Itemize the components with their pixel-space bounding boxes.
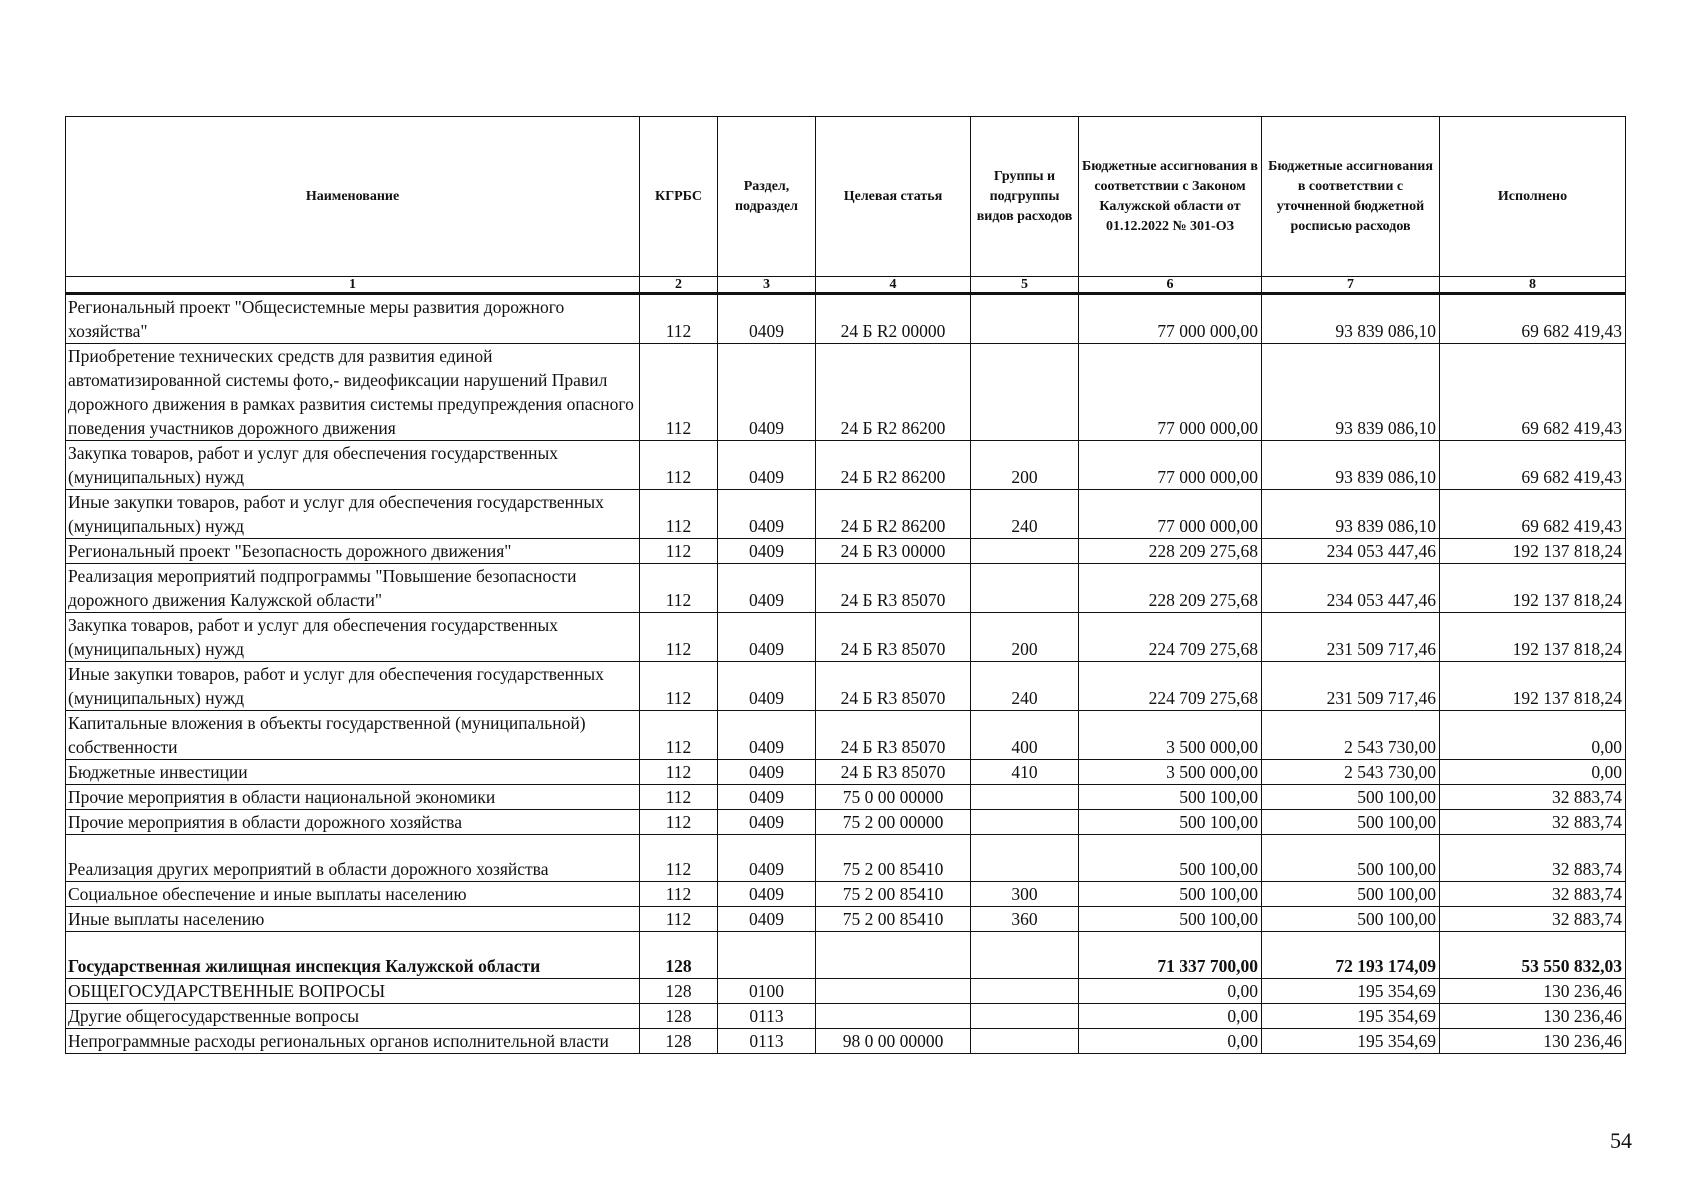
cell-name: Реализация других мероприятий в области дорожного хозяйства bbox=[66, 835, 640, 882]
cell-executed: 130 236,46 bbox=[1440, 1004, 1626, 1029]
table-row bbox=[66, 344, 1626, 441]
cell-group: 410 bbox=[971, 760, 1079, 785]
table-row bbox=[66, 907, 1626, 932]
cell-name: Приобретение технических средств для развития единой автоматизированной системы фото,- видеофиксации нарушений Правил дорожного движения в рамках развития системы предупреждения опасного поведения участников дорожного движения bbox=[66, 344, 640, 441]
cell-executed: 32 883,74 bbox=[1440, 882, 1626, 907]
cell-name: Иные закупки товаров, работ и услуг для обеспечения государственных (муниципальных) нужд bbox=[66, 490, 640, 539]
cell-name: Социальное обеспечение и иные выплаты населению bbox=[66, 882, 640, 907]
cell-refined: 234 053 447,46 bbox=[1262, 539, 1440, 564]
cell-section: 0409 bbox=[718, 490, 816, 539]
cell-kgrbs: 112 bbox=[640, 490, 718, 539]
cell-refined: 500 100,00 bbox=[1262, 810, 1440, 835]
column-number: 7 bbox=[1262, 277, 1440, 294]
cell-name: Капитальные вложения в объекты государственной (муниципальной) собственности bbox=[66, 711, 640, 760]
cell-target: 24 Б R2 86200 bbox=[816, 490, 971, 539]
cell-law: 77 000 000,00 bbox=[1079, 344, 1262, 441]
cell-target: 75 0 00 00000 bbox=[816, 785, 971, 810]
header-target: Целевая статья bbox=[816, 117, 971, 277]
cell-group bbox=[971, 979, 1079, 1004]
table-body bbox=[66, 294, 1626, 1054]
cell-law: 228 209 275,68 bbox=[1079, 539, 1262, 564]
table-row bbox=[66, 1029, 1626, 1054]
cell-group: 240 bbox=[971, 662, 1079, 711]
cell-executed: 192 137 818,24 bbox=[1440, 564, 1626, 613]
cell-name: Непрограммные расходы региональных органов исполнительной власти bbox=[66, 1029, 640, 1054]
table-row bbox=[66, 882, 1626, 907]
cell-refined: 195 354,69 bbox=[1262, 979, 1440, 1004]
cell-executed: 130 236,46 bbox=[1440, 1029, 1626, 1054]
cell-name: ОБЩЕГОСУДАРСТВЕННЫЕ ВОПРОСЫ bbox=[66, 979, 640, 1004]
cell-kgrbs: 112 bbox=[640, 294, 718, 344]
cell-target: 75 2 00 85410 bbox=[816, 835, 971, 882]
cell-law: 500 100,00 bbox=[1079, 810, 1262, 835]
cell-section: 0409 bbox=[718, 907, 816, 932]
cell-target: 24 Б R3 85070 bbox=[816, 613, 971, 662]
cell-law: 224 709 275,68 bbox=[1079, 613, 1262, 662]
cell-kgrbs: 112 bbox=[640, 344, 718, 441]
cell-group bbox=[971, 932, 1079, 979]
cell-target: 24 Б R3 85070 bbox=[816, 662, 971, 711]
cell-section: 0100 bbox=[718, 979, 816, 1004]
cell-section: 0409 bbox=[718, 882, 816, 907]
cell-law: 77 000 000,00 bbox=[1079, 441, 1262, 490]
cell-law: 0,00 bbox=[1079, 1004, 1262, 1029]
cell-executed: 53 550 832,03 bbox=[1440, 932, 1626, 979]
cell-group: 200 bbox=[971, 441, 1079, 490]
cell-target: 24 Б R2 86200 bbox=[816, 344, 971, 441]
cell-section: 0409 bbox=[718, 564, 816, 613]
cell-executed: 32 883,74 bbox=[1440, 810, 1626, 835]
cell-kgrbs: 128 bbox=[640, 1004, 718, 1029]
cell-law: 500 100,00 bbox=[1079, 785, 1262, 810]
cell-refined: 234 053 447,46 bbox=[1262, 564, 1440, 613]
cell-group: 400 bbox=[971, 711, 1079, 760]
cell-group bbox=[971, 1004, 1079, 1029]
table-row bbox=[66, 564, 1626, 613]
cell-section: 0409 bbox=[718, 294, 816, 344]
cell-executed: 192 137 818,24 bbox=[1440, 662, 1626, 711]
cell-target bbox=[816, 1004, 971, 1029]
cell-executed: 192 137 818,24 bbox=[1440, 539, 1626, 564]
cell-section: 0113 bbox=[718, 1004, 816, 1029]
cell-target: 75 2 00 00000 bbox=[816, 810, 971, 835]
cell-group bbox=[971, 835, 1079, 882]
table-row bbox=[66, 662, 1626, 711]
cell-name: Закупка товаров, работ и услуг для обеспечения государственных (муниципальных) нужд bbox=[66, 613, 640, 662]
cell-kgrbs: 112 bbox=[640, 441, 718, 490]
table-row bbox=[66, 785, 1626, 810]
cell-law: 3 500 000,00 bbox=[1079, 760, 1262, 785]
cell-refined: 500 100,00 bbox=[1262, 835, 1440, 882]
column-number-row bbox=[66, 277, 1626, 294]
cell-group: 240 bbox=[971, 490, 1079, 539]
cell-target bbox=[816, 932, 971, 979]
cell-section: 0409 bbox=[718, 662, 816, 711]
cell-executed: 32 883,74 bbox=[1440, 907, 1626, 932]
cell-executed: 69 682 419,43 bbox=[1440, 441, 1626, 490]
cell-section: 0409 bbox=[718, 344, 816, 441]
cell-refined: 195 354,69 bbox=[1262, 1004, 1440, 1029]
cell-refined: 93 839 086,10 bbox=[1262, 490, 1440, 539]
column-number: 8 bbox=[1440, 277, 1626, 294]
cell-group bbox=[971, 294, 1079, 344]
cell-refined: 2 543 730,00 bbox=[1262, 760, 1440, 785]
cell-law: 77 000 000,00 bbox=[1079, 294, 1262, 344]
cell-executed: 69 682 419,43 bbox=[1440, 490, 1626, 539]
table-row bbox=[66, 835, 1626, 882]
table-row bbox=[66, 613, 1626, 662]
cell-name: Государственная жилищная инспекция Калужской области bbox=[66, 932, 640, 979]
cell-law: 3 500 000,00 bbox=[1079, 711, 1262, 760]
header-law: Бюджетные ассигнования в соответствии с Законом Калужской области от 01.12.2022 № 301-ОЗ bbox=[1079, 117, 1262, 277]
cell-target: 75 2 00 85410 bbox=[816, 882, 971, 907]
cell-group: 200 bbox=[971, 613, 1079, 662]
cell-group: 360 bbox=[971, 907, 1079, 932]
cell-executed: 0,00 bbox=[1440, 760, 1626, 785]
column-number: 6 bbox=[1079, 277, 1262, 294]
cell-target: 24 Б R3 85070 bbox=[816, 711, 971, 760]
cell-kgrbs: 112 bbox=[640, 835, 718, 882]
cell-kgrbs: 112 bbox=[640, 882, 718, 907]
cell-name: Региональный проект "Безопасность дорожного движения" bbox=[66, 539, 640, 564]
cell-executed: 69 682 419,43 bbox=[1440, 344, 1626, 441]
cell-kgrbs: 112 bbox=[640, 711, 718, 760]
cell-target: 24 Б R2 00000 bbox=[816, 294, 971, 344]
header-refined: Бюджетные ассигнования в соответствии с уточненной бюджетной росписью расходов bbox=[1262, 117, 1440, 277]
cell-refined: 500 100,00 bbox=[1262, 907, 1440, 932]
cell-executed: 0,00 bbox=[1440, 711, 1626, 760]
budget-table bbox=[65, 116, 1626, 1054]
cell-section: 0409 bbox=[718, 835, 816, 882]
cell-group bbox=[971, 785, 1079, 810]
cell-name: Другие общегосударственные вопросы bbox=[66, 1004, 640, 1029]
cell-target: 24 Б R2 86200 bbox=[816, 441, 971, 490]
cell-group: 300 bbox=[971, 882, 1079, 907]
cell-kgrbs: 112 bbox=[640, 539, 718, 564]
cell-kgrbs: 112 bbox=[640, 760, 718, 785]
cell-section: 0409 bbox=[718, 441, 816, 490]
cell-section: 0113 bbox=[718, 1029, 816, 1054]
table-row bbox=[66, 294, 1626, 344]
cell-kgrbs: 112 bbox=[640, 810, 718, 835]
cell-name: Закупка товаров, работ и услуг для обеспечения государственных (муниципальных) нужд bbox=[66, 441, 640, 490]
cell-name: Прочие мероприятия в области дорожного хозяйства bbox=[66, 810, 640, 835]
table-row bbox=[66, 760, 1626, 785]
cell-refined: 500 100,00 bbox=[1262, 785, 1440, 810]
cell-target: 98 0 00 00000 bbox=[816, 1029, 971, 1054]
cell-name: Реализация мероприятий подпрограммы "Повышение безопасности дорожного движения Калужской области" bbox=[66, 564, 640, 613]
cell-refined: 93 839 086,10 bbox=[1262, 344, 1440, 441]
column-number: 3 bbox=[718, 277, 816, 294]
table-row bbox=[66, 539, 1626, 564]
cell-target bbox=[816, 979, 971, 1004]
header-executed: Исполнено bbox=[1440, 117, 1626, 277]
cell-law: 500 100,00 bbox=[1079, 907, 1262, 932]
cell-kgrbs: 112 bbox=[640, 662, 718, 711]
cell-executed: 192 137 818,24 bbox=[1440, 613, 1626, 662]
cell-name: Иные выплаты населению bbox=[66, 907, 640, 932]
cell-kgrbs: 112 bbox=[640, 907, 718, 932]
cell-law: 71 337 700,00 bbox=[1079, 932, 1262, 979]
cell-refined: 2 543 730,00 bbox=[1262, 711, 1440, 760]
cell-executed: 32 883,74 bbox=[1440, 785, 1626, 810]
cell-group bbox=[971, 564, 1079, 613]
table-row bbox=[66, 441, 1626, 490]
cell-target: 75 2 00 85410 bbox=[816, 907, 971, 932]
cell-law: 228 209 275,68 bbox=[1079, 564, 1262, 613]
cell-section: 0409 bbox=[718, 785, 816, 810]
cell-law: 77 000 000,00 bbox=[1079, 490, 1262, 539]
table-row bbox=[66, 979, 1626, 1004]
cell-target: 24 Б R3 85070 bbox=[816, 564, 971, 613]
cell-law: 500 100,00 bbox=[1079, 882, 1262, 907]
table-row bbox=[66, 1004, 1626, 1029]
cell-executed: 32 883,74 bbox=[1440, 835, 1626, 882]
cell-section: 0409 bbox=[718, 711, 816, 760]
column-number: 2 bbox=[640, 277, 718, 294]
header-kgrbs: КГРБС bbox=[640, 117, 718, 277]
cell-refined: 93 839 086,10 bbox=[1262, 441, 1440, 490]
cell-law: 224 709 275,68 bbox=[1079, 662, 1262, 711]
table-row bbox=[66, 932, 1626, 979]
cell-section: 0409 bbox=[718, 810, 816, 835]
cell-group bbox=[971, 539, 1079, 564]
cell-law: 0,00 bbox=[1079, 979, 1262, 1004]
cell-refined: 500 100,00 bbox=[1262, 882, 1440, 907]
cell-kgrbs: 112 bbox=[640, 613, 718, 662]
cell-target: 24 Б R3 85070 bbox=[816, 760, 971, 785]
header-section: Раздел, подраздел bbox=[718, 117, 816, 277]
header-group: Группы и подгруппы видов расходов bbox=[971, 117, 1079, 277]
cell-kgrbs: 112 bbox=[640, 564, 718, 613]
cell-group bbox=[971, 810, 1079, 835]
cell-name: Региональный проект "Общесистемные меры развития дорожного хозяйства" bbox=[66, 294, 640, 344]
cell-section: 0409 bbox=[718, 760, 816, 785]
page-number: 54 bbox=[1610, 1128, 1632, 1153]
cell-refined: 72 193 174,09 bbox=[1262, 932, 1440, 979]
cell-kgrbs: 128 bbox=[640, 1029, 718, 1054]
header-name: Наименование bbox=[66, 117, 640, 277]
column-number: 1 bbox=[66, 277, 640, 294]
cell-refined: 93 839 086,10 bbox=[1262, 294, 1440, 344]
cell-section bbox=[718, 932, 816, 979]
cell-name: Иные закупки товаров, работ и услуг для обеспечения государственных (муниципальных) нужд bbox=[66, 662, 640, 711]
table-row bbox=[66, 490, 1626, 539]
cell-executed: 69 682 419,43 bbox=[1440, 294, 1626, 344]
cell-refined: 231 509 717,46 bbox=[1262, 613, 1440, 662]
cell-kgrbs: 128 bbox=[640, 932, 718, 979]
cell-refined: 195 354,69 bbox=[1262, 1029, 1440, 1054]
cell-kgrbs: 112 bbox=[640, 785, 718, 810]
cell-name: Бюджетные инвестиции bbox=[66, 760, 640, 785]
cell-law: 0,00 bbox=[1079, 1029, 1262, 1054]
cell-law: 500 100,00 bbox=[1079, 835, 1262, 882]
table-row bbox=[66, 711, 1626, 760]
header-row bbox=[66, 117, 1626, 277]
cell-section: 0409 bbox=[718, 539, 816, 564]
column-number: 5 bbox=[971, 277, 1079, 294]
cell-kgrbs: 128 bbox=[640, 979, 718, 1004]
cell-section: 0409 bbox=[718, 613, 816, 662]
cell-refined: 231 509 717,46 bbox=[1262, 662, 1440, 711]
cell-target: 24 Б R3 00000 bbox=[816, 539, 971, 564]
cell-group bbox=[971, 1029, 1079, 1054]
table-row bbox=[66, 810, 1626, 835]
cell-group bbox=[971, 344, 1079, 441]
column-number: 4 bbox=[816, 277, 971, 294]
cell-executed: 130 236,46 bbox=[1440, 979, 1626, 1004]
cell-name: Прочие мероприятия в области национальной экономики bbox=[66, 785, 640, 810]
